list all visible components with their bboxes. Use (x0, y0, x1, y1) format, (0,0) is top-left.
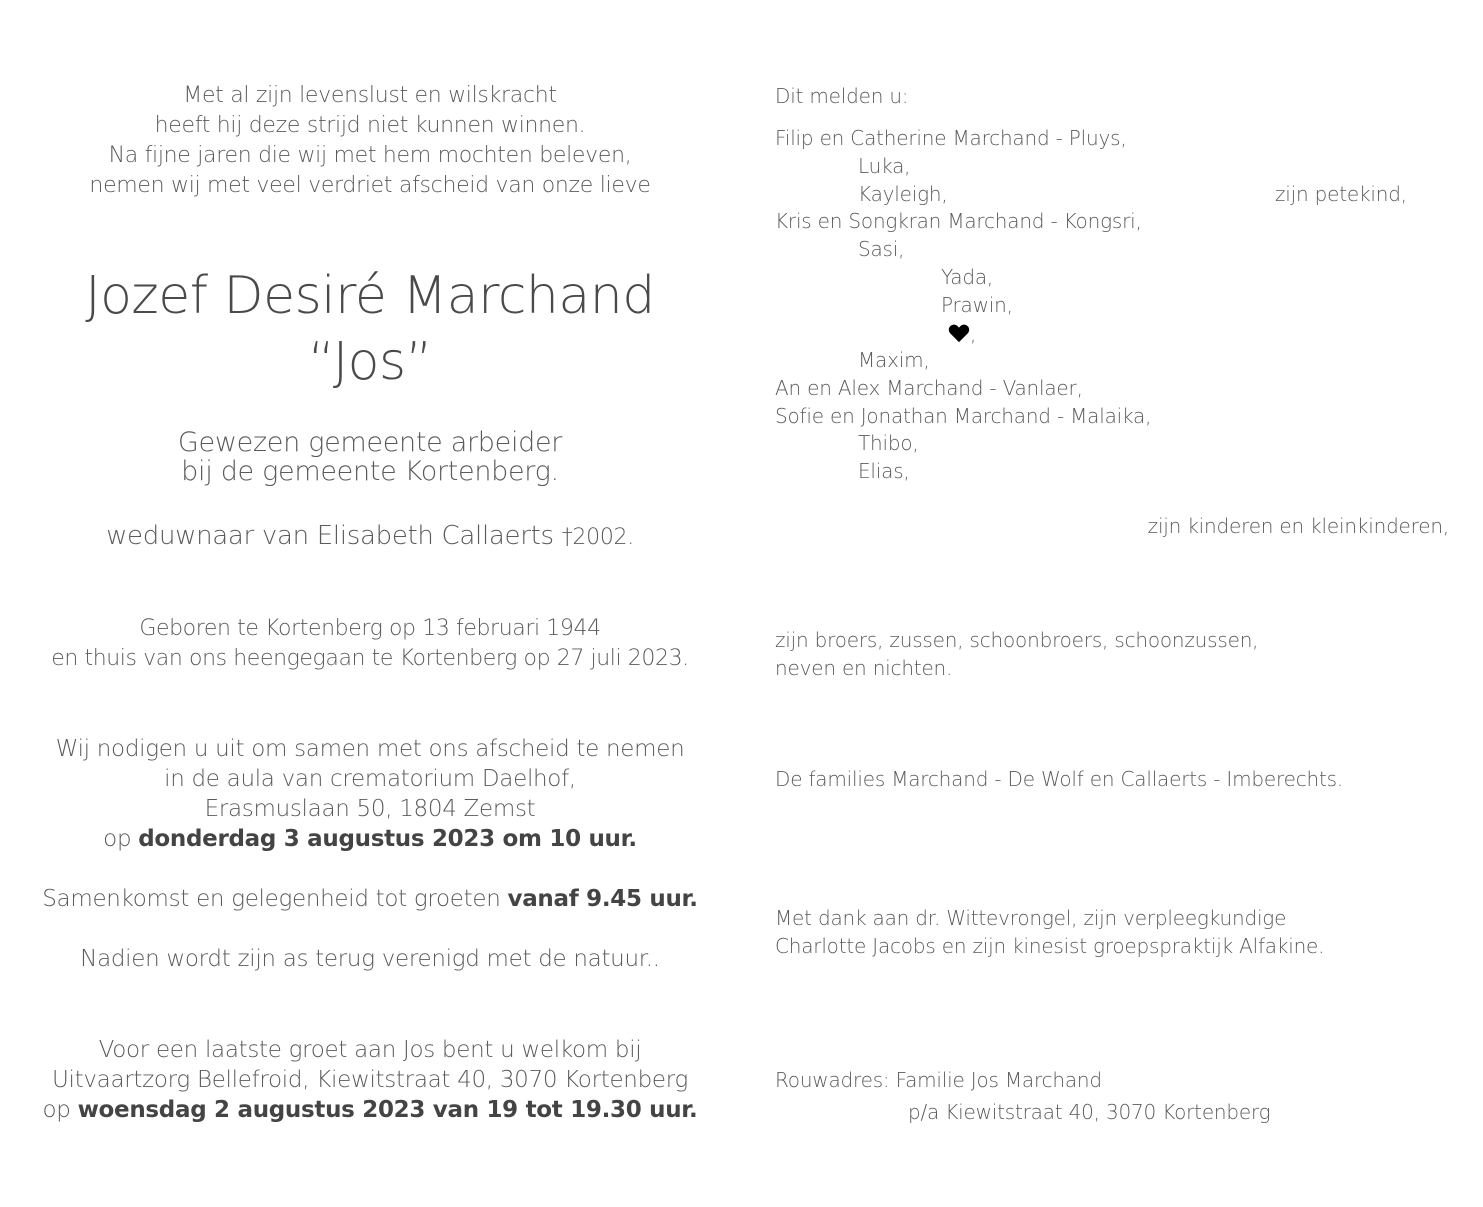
family-luka: Luka, (858, 154, 911, 178)
visit-date: woensdag 2 augustus 2023 van 19 tot 19.30 uur. (77, 1097, 698, 1123)
families-line: De families Marchand - De Wolf en Callaerts - Imberechts. (775, 767, 1343, 791)
visit-line-1: Voor een laatste groet aan Jos bent u welkom bij (98, 1037, 642, 1063)
family-sofie: Sofie en Jonathan Marchand - Malaika, (775, 404, 1152, 428)
occupation-line-1: Gewezen gemeente arbeider (177, 427, 563, 458)
family-filip: Filip en Catherine Marchand - Pluys, (775, 126, 1127, 150)
nature-line: Nadien wordt zijn as terug verenigd met de natuur.. (80, 946, 660, 972)
children-label: zijn kinderen en kleinkinderen, (1147, 514, 1449, 538)
intro-line-4: nemen wij met veel verdriet afscheid van onze lieve (89, 173, 651, 198)
occupation-line-2: bij de gemeente Kortenberg. (181, 456, 559, 487)
invite-line-2: in de aula van crematorium Daelhof, (164, 766, 576, 792)
family-elias: Elias, (858, 459, 910, 483)
ceremony-invitation (20, 734, 720, 854)
invite-line-1: Wij nodigen u uit om samen met ons afscheid te nemen (55, 736, 685, 762)
gathering-label: Samenkomst en gelegenheid tot groeten (42, 886, 501, 912)
gathering-time: vanaf 9.45 uur. (507, 886, 698, 912)
family-kris: Kris en Songkran Marchand - Kongsri, (775, 209, 1142, 233)
intro-line-1: Met al zijn levenslust en wilskracht (183, 83, 557, 108)
intro-line-3: Na fijne jaren die wij met hem mochten beleven, (108, 143, 632, 168)
address-label: Rouwadres: Familie Jos Marchand (775, 1068, 1102, 1092)
heart-entry (948, 322, 976, 348)
gathering-text (20, 884, 720, 914)
invite-line-3: Erasmuslaan 50, 1804 Zemst (204, 796, 536, 822)
siblings-line-1: zijn broers, zussen, schoonbroers, schoonzussen, (775, 628, 1259, 652)
thanks-line-1: Met dank aan dr. Wittevrongel, zijn verpleegkundige (775, 906, 1287, 930)
thanks-line-2: Charlotte Jacobs en zijn kinesist groepspraktijk Alfakine. (775, 934, 1325, 958)
occupation (20, 428, 720, 486)
heart-comma: , (970, 322, 977, 346)
visit-line-2: Uitvaartzorg Bellefroid, Kiewitstraat 40, 3070 Kortenberg (52, 1067, 688, 1093)
announce-label: Dit melden u: (775, 84, 909, 108)
ceremony-date: donderdag 3 augustus 2023 om 10 uur. (138, 826, 637, 852)
family-yada: Yada, (941, 265, 994, 289)
address-line-2: p/a Kiewitstraat 40, 3070 Kortenberg (908, 1100, 1271, 1124)
widower-label: weduwnaar van Elisabeth Callaerts (106, 521, 554, 551)
widower-text (20, 520, 720, 554)
widower-year: 2002. (572, 525, 634, 550)
birth-death-dates (20, 614, 720, 674)
nature-text (20, 944, 720, 974)
family-maxim: Maxim, (858, 348, 930, 372)
deceased-name: Jozef Desiré Marchand (85, 266, 655, 326)
intro-line-2: heeft hij deze strijd niet kunnen winnen. (154, 113, 586, 138)
family-sasi: Sasi, (858, 237, 905, 261)
intro-text (20, 81, 720, 201)
family-an: An en Alex Marchand - Vanlaer, (775, 376, 1083, 400)
petekind-label: zijn petekind, (1275, 182, 1407, 206)
born-line: Geboren te Kortenberg op 13 februari 1944 (139, 616, 601, 641)
deceased-name-block (20, 263, 720, 395)
family-kayleigh: Kayleigh, (858, 182, 948, 206)
ceremony-date-prefix: op (103, 826, 132, 852)
visitation-text (20, 1035, 720, 1125)
family-prawin: Prawin, (941, 293, 1013, 317)
deceased-nickname: “Jos” (307, 332, 433, 392)
siblings-line-2: neven en nichten. (775, 656, 953, 680)
family-thibo: Thibo, (858, 431, 919, 455)
dagger-symbol: † (561, 525, 573, 550)
passed-line: en thuis van ons heengegaan te Kortenberg op 27 juli 2023. (51, 646, 689, 671)
visit-date-prefix: op (42, 1097, 71, 1123)
heart-icon (948, 323, 970, 348)
